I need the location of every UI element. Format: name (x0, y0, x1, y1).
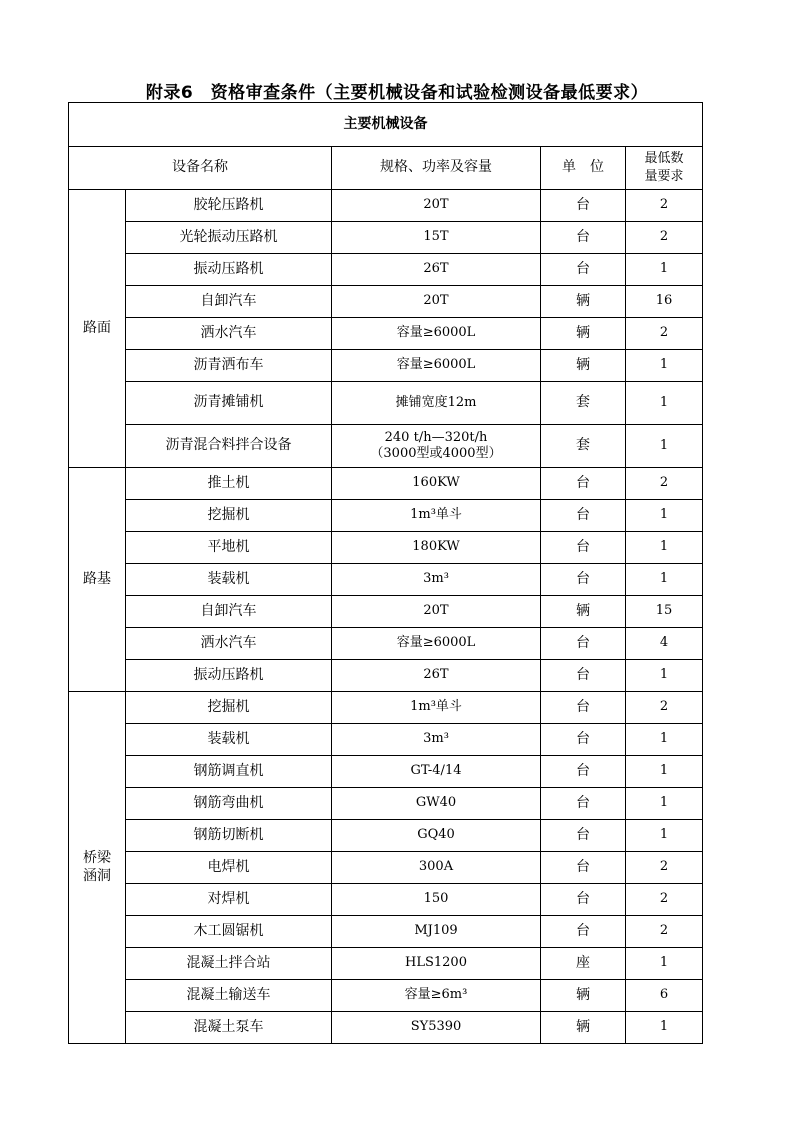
cell-unit: 辆 (541, 318, 626, 350)
cell-equipment-name: 振动压路机 (126, 254, 332, 286)
cell-unit: 台 (541, 788, 626, 820)
header-name: 设备名称 (69, 147, 332, 190)
category-label-line2: 涵洞 (83, 867, 111, 884)
cell-equipment-name: 钢筋切断机 (126, 820, 332, 852)
cell-unit: 套 (541, 425, 626, 468)
category-cell (69, 190, 126, 468)
cell-equipment-name: 自卸汽车 (126, 596, 332, 628)
cell-equipment-name: 木工圆锯机 (126, 916, 332, 948)
equipment-table (68, 102, 703, 1044)
table-row (69, 222, 703, 254)
category-cell (69, 692, 126, 1044)
cell-spec: 3m³ (332, 564, 541, 596)
cell-unit: 台 (541, 532, 626, 564)
cell-quantity: 1 (626, 382, 703, 425)
cell-unit: 台 (541, 884, 626, 916)
header-qty-line1: 最低数 (644, 151, 684, 167)
table-row (69, 382, 703, 425)
cell-equipment-name: 自卸汽车 (126, 286, 332, 318)
cell-quantity: 1 (626, 788, 703, 820)
cell-unit: 辆 (541, 980, 626, 1012)
category-label: 桥梁 (83, 850, 111, 866)
cell-spec: 15T (332, 222, 541, 254)
cell-quantity: 1 (626, 1012, 703, 1044)
cell-unit: 台 (541, 916, 626, 948)
table-row (69, 532, 703, 564)
cell-equipment-name: 洒水汽车 (126, 318, 332, 350)
cell-quantity: 2 (626, 468, 703, 500)
header-row (69, 147, 703, 190)
cell-unit: 台 (541, 190, 626, 222)
cell-unit: 台 (541, 564, 626, 596)
cell-equipment-name: 光轮振动压路机 (126, 222, 332, 254)
category-cell (69, 468, 126, 692)
cell-quantity: 15 (626, 596, 703, 628)
cell-unit: 台 (541, 756, 626, 788)
cell-quantity: 16 (626, 286, 703, 318)
cell-quantity: 1 (626, 756, 703, 788)
cell-unit: 台 (541, 724, 626, 756)
cell-equipment-name: 混凝土输送车 (126, 980, 332, 1012)
cell-quantity: 1 (626, 532, 703, 564)
table-row (69, 692, 703, 724)
table-row (69, 916, 703, 948)
cell-equipment-name: 混凝土拌合站 (126, 948, 332, 980)
cell-spec: SY5390 (332, 1012, 541, 1044)
cell-spec: 1m³单斗 (332, 500, 541, 532)
cell-quantity: 2 (626, 190, 703, 222)
table-row (69, 756, 703, 788)
table-row (69, 350, 703, 382)
cell-equipment-name: 装载机 (126, 724, 332, 756)
category-label: 路基 (83, 570, 111, 587)
table-row (69, 948, 703, 980)
cell-quantity: 2 (626, 318, 703, 350)
cell-quantity: 1 (626, 820, 703, 852)
cell-spec: 容量≥6000L (332, 350, 541, 382)
cell-quantity: 6 (626, 980, 703, 1012)
page-title: 附录6 资格审查条件（主要机械设备和试验检测设备最低要求） (145, 83, 649, 103)
cell-equipment-name: 沥青洒布车 (126, 350, 332, 382)
caption-row (69, 103, 703, 147)
cell-unit: 台 (541, 468, 626, 500)
table-row (69, 564, 703, 596)
cell-unit: 辆 (541, 286, 626, 318)
cell-equipment-name: 胶轮压路机 (126, 190, 332, 222)
cell-quantity: 1 (626, 948, 703, 980)
cell-spec: 1m³单斗 (332, 692, 541, 724)
table-row (69, 286, 703, 318)
cell-equipment-name: 混凝土泵车 (126, 1012, 332, 1044)
cell-quantity: 2 (626, 692, 703, 724)
cell-unit: 台 (541, 660, 626, 692)
cell-spec: HLS1200 (332, 948, 541, 980)
table-row (69, 820, 703, 852)
table-row (69, 468, 703, 500)
cell-spec: 20T (332, 286, 541, 318)
cell-spec: 容量≥6m³ (332, 980, 541, 1012)
table-row (69, 1012, 703, 1044)
cell-equipment-name: 振动压路机 (126, 660, 332, 692)
cell-equipment-name: 推土机 (126, 468, 332, 500)
table-row (69, 254, 703, 286)
cell-spec: 26T (332, 254, 541, 286)
cell-spec: GQ40 (332, 820, 541, 852)
cell-spec: 摊铺宽度12m (332, 382, 541, 425)
cell-quantity: 1 (626, 425, 703, 468)
cell-quantity: 2 (626, 222, 703, 254)
cell-equipment-name: 平地机 (126, 532, 332, 564)
cell-spec: 3m³ (332, 724, 541, 756)
cell-unit: 台 (541, 692, 626, 724)
cell-unit: 辆 (541, 1012, 626, 1044)
table-row (69, 852, 703, 884)
table-row (69, 884, 703, 916)
cell-spec (332, 425, 541, 468)
table-caption: 主要机械设备 (69, 103, 703, 147)
cell-unit: 台 (541, 254, 626, 286)
cell-quantity: 1 (626, 350, 703, 382)
cell-unit: 台 (541, 628, 626, 660)
cell-quantity: 2 (626, 916, 703, 948)
header-qty-line2: 量要求 (644, 169, 684, 184)
cell-unit: 套 (541, 382, 626, 425)
table-row (69, 318, 703, 350)
cell-unit: 台 (541, 222, 626, 254)
category-label: 路面 (83, 319, 111, 336)
cell-unit: 辆 (541, 596, 626, 628)
cell-quantity: 1 (626, 660, 703, 692)
cell-quantity: 1 (626, 724, 703, 756)
header-qty (626, 147, 703, 190)
cell-unit: 座 (541, 948, 626, 980)
cell-quantity: 1 (626, 500, 703, 532)
cell-spec: 容量≥6000L (332, 628, 541, 660)
cell-quantity: 2 (626, 884, 703, 916)
cell-equipment-name: 电焊机 (126, 852, 332, 884)
cell-spec-line2: （3000型或4000型） (370, 446, 502, 461)
cell-equipment-name: 装载机 (126, 564, 332, 596)
cell-unit: 台 (541, 820, 626, 852)
header-unit: 单 位 (541, 147, 626, 190)
cell-unit: 辆 (541, 350, 626, 382)
table-row (69, 788, 703, 820)
cell-spec: 容量≥6000L (332, 318, 541, 350)
cell-spec: GW40 (332, 788, 541, 820)
cell-equipment-name: 钢筋调直机 (126, 756, 332, 788)
cell-quantity: 2 (626, 852, 703, 884)
table-row (69, 980, 703, 1012)
cell-quantity: 4 (626, 628, 703, 660)
table-row (69, 660, 703, 692)
table-row (69, 724, 703, 756)
cell-spec: 160KW (332, 468, 541, 500)
header-spec: 规格、功率及容量 (332, 147, 541, 190)
cell-spec-line1: 240 t/h—320t/h (384, 429, 488, 445)
cell-spec: MJ109 (332, 916, 541, 948)
cell-spec: 20T (332, 596, 541, 628)
table-row (69, 500, 703, 532)
cell-quantity: 1 (626, 564, 703, 596)
cell-spec: 150 (332, 884, 541, 916)
cell-unit: 台 (541, 852, 626, 884)
cell-spec: 20T (332, 190, 541, 222)
table-row (69, 596, 703, 628)
cell-equipment-name: 对焊机 (126, 884, 332, 916)
cell-spec: 180KW (332, 532, 541, 564)
cell-unit: 台 (541, 500, 626, 532)
cell-spec: 300A (332, 852, 541, 884)
cell-equipment-name: 挖掘机 (126, 500, 332, 532)
table-row (69, 190, 703, 222)
table-row (69, 425, 703, 468)
cell-spec: GT-4/14 (332, 756, 541, 788)
cell-equipment-name: 沥青混合料拌合设备 (126, 425, 332, 468)
cell-quantity: 1 (626, 254, 703, 286)
table-row (69, 628, 703, 660)
cell-spec: 26T (332, 660, 541, 692)
cell-equipment-name: 沥青摊铺机 (126, 382, 332, 425)
cell-equipment-name: 挖掘机 (126, 692, 332, 724)
cell-equipment-name: 钢筋弯曲机 (126, 788, 332, 820)
cell-equipment-name: 洒水汽车 (126, 628, 332, 660)
